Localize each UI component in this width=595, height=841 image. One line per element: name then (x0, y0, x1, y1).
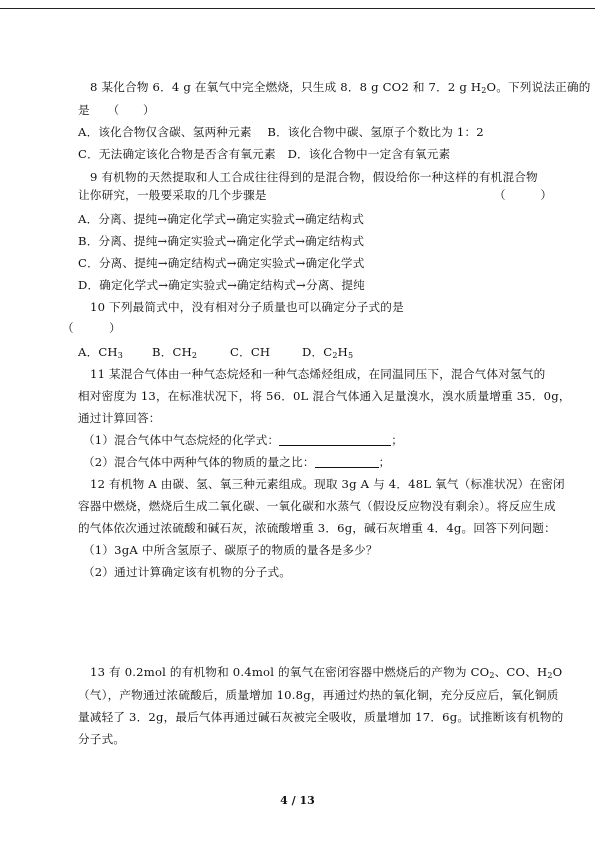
q10-d-text-b: H (337, 345, 348, 359)
q10-a-sub: 3 (117, 351, 124, 360)
q9-option-c: C．分离、提纯→确定结构式→确定实验式→确定化学式 (78, 256, 365, 270)
q10-d-text-a: D．C (302, 345, 333, 359)
q9-line1: 9 有机物的天然提取和人工合成往往得到的是混合物，假设给你一种这样的有机混合物 (90, 170, 538, 184)
q10-b-text: B．CH (152, 345, 192, 359)
q11-answer-blank-2[interactable] (315, 455, 379, 468)
q13-text-a: 13 有 0.2mol 的有机物和 0.4mol 的氧气在密闭容器中燃烧后的产物为 CO (90, 665, 490, 679)
q10-option-a (78, 345, 123, 363)
q10-a-text: A．CH (78, 345, 118, 359)
q9-line2: 让你研究，一般要采取的几个步骤是 (78, 188, 267, 202)
q13-sub1: 2 (489, 671, 495, 680)
q12-sub2: （2）通过计算确定该有机物的分子式。 (83, 565, 292, 579)
q10-option-c: C．CH (230, 345, 271, 359)
q11-sub1-end: ； (391, 433, 404, 447)
q8-text-b: O。下列说法正确的 (486, 80, 591, 94)
q13-line1 (90, 665, 562, 683)
q8-sub: 2 (481, 86, 487, 95)
q10-b-sub: 2 (191, 351, 198, 360)
q9-answer-paren: （ ） (494, 188, 552, 202)
q11-sub1 (83, 433, 403, 448)
q11-sub2-text: （2）混合气体中两种气体的物质的量之比： (83, 455, 315, 469)
q12-line1: 12 有机物 A 由碳、氢、氧三种元素组成。现取 3g A 与 4．48L 氧气（标准状况）在密闭 (90, 477, 565, 491)
q13-line2: （气），产物通过浓硫酸后，质量增加 10.8g，再通过灼热的氧化铜，充分反应后，氧化铜质 (78, 688, 559, 702)
page-number: 4 / 13 (280, 794, 315, 807)
q13-text-b: 、CO、H (494, 665, 548, 679)
q10-option-d (302, 345, 353, 363)
q9-option-b: B．分离、提纯→确定实验式→确定化学式→确定结构式 (78, 234, 365, 248)
q12-line3: 的气体依次通过浓硫酸和碱石灰，浓硫酸增重 3．6g，碱石灰增重 4．4g。回答下列问题： (78, 521, 556, 535)
q11-sub1-text: （1）混合气体中气态烷烃的化学式： (83, 433, 280, 447)
q12-sub1: （1）3gA 中所含氢原子、碳原子的物质的量各是多少？ (83, 543, 378, 557)
q13-sub2: 2 (547, 671, 553, 680)
q12-line2: 容器中燃烧，燃烧后生成二氧化碳、一氧化碳和水蒸气（假设反应物没有剩余）。将反应生成 (78, 499, 556, 513)
q13-line4: 分子式。 (78, 732, 126, 746)
q8-option-cd: C．无法确定该化合物是否含有氧元素 D．该化合物中一定含有氧元素 (78, 147, 451, 161)
q9-option-a: A．分离、提纯→确定化学式→确定实验式→确定结构式 (78, 212, 364, 226)
q8-option-ab: A．该化合物仅含碳、氢两种元素 B．该化合物中碳、氢原子个数比为 1：2 (78, 125, 484, 139)
q8-text-a: 8 某化合物 6．4 g 在氧气中完全燃烧，只生成 8．8 g CO2 和 7．2 g H (90, 80, 482, 94)
q11-answer-blank-1[interactable] (279, 433, 391, 446)
q9-option-d: D．确定化学式→确定实验式→确定结构式→分离、提纯 (78, 278, 365, 292)
q13-line3: 量减轻了 3．2g，最后气体再通过碱石灰被完全吸收，质量增加 17．6g。试推断该有机物的 (78, 710, 564, 724)
q11-sub2-end: ； (378, 455, 391, 469)
q10-d-sub1: 2 (332, 351, 338, 360)
q11-line2: 相对密度为 13，在标准状况下，将 56．0L 混合气体通入足量溴水，溴水质量增重 35．0g， (78, 389, 571, 403)
q11-line1: 11 某混合气体由一种气态烷烃和一种气态烯烃组成，在同温同压下，混合气体对氢气的 (90, 367, 546, 381)
q10-d-sub2: 5 (347, 351, 354, 360)
q8-line1 (90, 80, 591, 98)
q13-text-c: O (552, 665, 563, 679)
q11-line3: 通过计算回答： (78, 411, 161, 425)
q8-line2: 是 （ ） (78, 103, 155, 117)
q10-line2: （ ） (62, 321, 121, 335)
q10-option-b (152, 345, 197, 363)
q11-sub2 (83, 455, 390, 470)
q10-line1: 10 下列最简式中，没有相对分子质量也可以确定分子式的是 (90, 300, 404, 314)
